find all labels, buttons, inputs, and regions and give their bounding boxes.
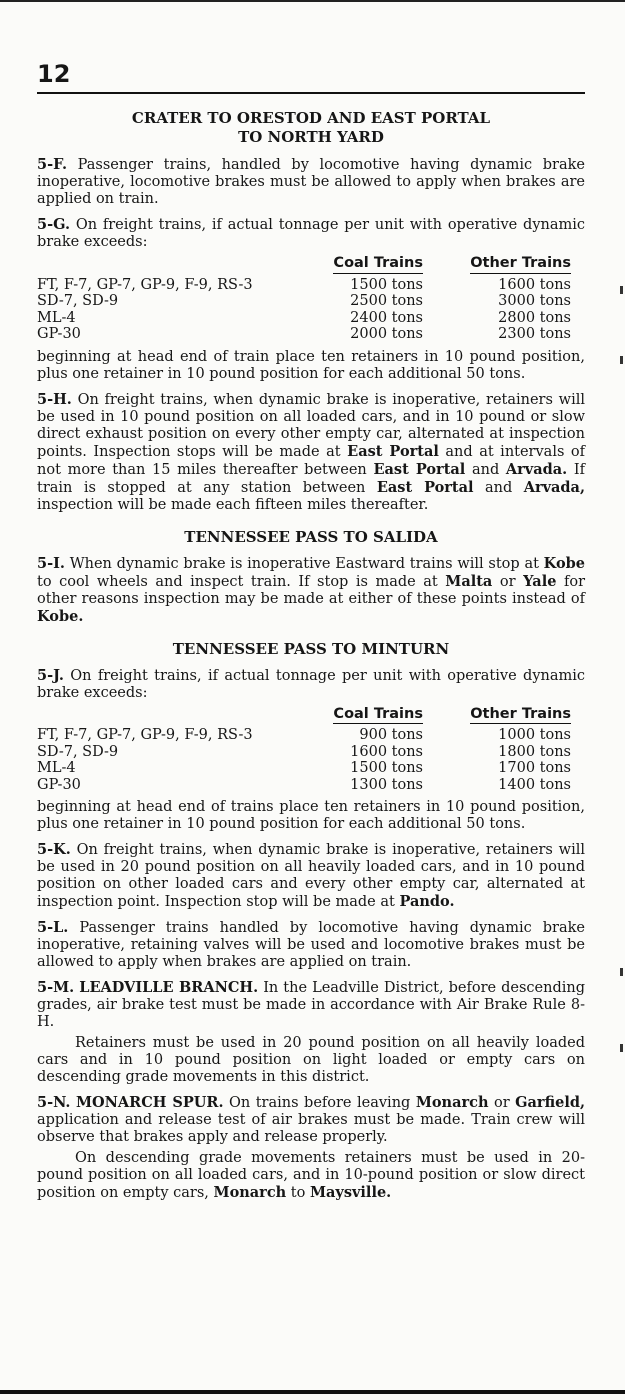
place-name: East Portal <box>376 478 474 496</box>
place-name: Garfield, <box>515 1094 586 1111</box>
rule-id: 5-G. <box>37 216 71 233</box>
cell-loco: GP-30 <box>37 326 81 342</box>
table-row <box>37 326 585 343</box>
rule-5k: 5-K. On freight trains, when dynamic brake is inoperative, retainers will be used in 20 pound position on all heavily loaded cars, and in 10 pound position on other loaded cars and every other empty car, alternated at inspection point. Inspection stop will be made at Pando. <box>37 841 585 910</box>
page-number: 12 <box>37 60 71 88</box>
place-name: Yale <box>523 572 557 590</box>
rule-id: 5-H. <box>37 390 72 408</box>
cell-coal: 2400 tons <box>350 309 423 326</box>
place-name: Kobe. <box>37 607 84 625</box>
column-header-coal: Coal Trains <box>303 255 441 277</box>
rule-id: 5-M. <box>37 979 75 996</box>
cell-other: 1400 tons <box>498 776 571 793</box>
table-body <box>37 727 585 793</box>
rule-id: 5-K. <box>37 841 71 858</box>
table-row <box>37 277 585 294</box>
table-row <box>37 760 585 777</box>
page-content <box>37 109 585 1210</box>
rule-text: Retainers must be used in 20 pound position on all heavily loaded cars and in 10 pound position on light loaded or empty cars on descending grade movements in this district. <box>37 1035 585 1085</box>
rule-id: 5-I. <box>37 554 65 572</box>
margin-mark <box>620 1044 623 1052</box>
rule-5i: 5-I. When dynamic brake is inoperative Eastward trains will stop at Kobe to cool wheels and inspect train. If stop is made at Malta or Yale for other reasons inspection may be made at either of these points instead of Kobe. <box>37 554 585 625</box>
rule-id: 5-N. <box>37 1094 71 1111</box>
cell-other: 2800 tons <box>498 309 571 326</box>
section-heading-line: TO NORTH YARD <box>238 128 384 146</box>
place-name: Arvada. <box>505 460 568 478</box>
bottom-edge-rule <box>0 1390 625 1394</box>
cell-coal: 2500 tons <box>350 293 423 309</box>
tonnage-table-crater <box>37 255 585 343</box>
rule-text: beginning at head end of train place ten retainers in 10 pound position, plus one retainer in 10 pound position for each additional 50 tons. <box>37 348 585 382</box>
cell-loco: GP-30 <box>37 776 81 793</box>
place-name: Monarch <box>213 1184 287 1201</box>
cell-loco: FT, F-7, GP-7, GP-9, F-9, RS-3 <box>37 727 253 743</box>
cell-coal: 1500 tons <box>350 276 423 293</box>
rule-text: In the Leadville District, before descending grades, air brake test must be made in accordance with Air Brake Rule 8-H. <box>37 980 586 1030</box>
margin-mark <box>620 356 623 364</box>
cell-loco: FT, F-7, GP-7, GP-9, F-9, RS-3 <box>37 276 253 293</box>
top-edge-rule <box>0 0 625 2</box>
rule-id: 5-L. <box>37 919 69 936</box>
section-heading: TENNESSEE PASS TO MINTURN <box>172 639 450 658</box>
rule-text: On freight trains, if actual tonnage per unit with operative dynamic brake exceeds: <box>37 667 585 701</box>
rule-5j <box>37 667 585 702</box>
cell-coal: 2000 tons <box>350 326 423 342</box>
section-heading-line: CRATER TO ORESTOD AND EAST PORTAL <box>131 109 491 127</box>
table-body <box>37 277 585 343</box>
cell-other: 1000 tons <box>498 727 571 743</box>
column-header-other: Other Trains <box>441 255 585 277</box>
place-name: Monarch <box>415 1094 489 1111</box>
cell-loco: SD-7, SD-9 <box>37 293 119 309</box>
cell-loco: SD-7, SD-9 <box>37 743 119 760</box>
section-heading <box>37 109 585 147</box>
rule-5f <box>37 156 585 208</box>
rule-5m <box>37 979 585 1031</box>
cell-other: 1800 tons <box>498 743 571 760</box>
section-heading: TENNESSEE PASS TO SALIDA <box>184 527 438 546</box>
rule-5n-paragraph-2: On descending grade movements retainers must be used in 20-pound position on all loaded cars, and in 10-pound position or slow direct position on empty cars, Monarch to Maysville. <box>37 1150 585 1201</box>
rule-title: LEADVILLE BRANCH. <box>79 979 259 996</box>
rule-5n: 5-N. MONARCH SPUR. On trains before leaving Monarch or Garfield, application and release test of air brakes must be made. Train crew will observe that brakes apply and release properly. <box>37 1094 586 1145</box>
rule-title: MONARCH SPUR. <box>75 1094 224 1111</box>
place-name: East Portal <box>347 442 439 460</box>
place-name: East Portal <box>373 460 466 478</box>
column-header-coal: Coal Trains <box>303 706 441 728</box>
column-header-other: Other Trains <box>441 706 585 728</box>
margin-mark <box>620 286 623 294</box>
place-name: Maysville. <box>309 1184 392 1201</box>
table-row <box>37 727 585 744</box>
cell-other: 3000 tons <box>498 293 571 309</box>
cell-loco: ML-4 <box>37 760 76 776</box>
place-name: Arvada, <box>523 478 585 496</box>
rule-id: 5-F. <box>37 156 67 173</box>
rule-text: Passenger trains handled by locomotive having dynamic brake inoperative, retaining valves will be used and locomotive brakes must be allowed to apply when brakes are applied on train. <box>37 920 585 970</box>
table-row <box>37 777 585 794</box>
page-header <box>37 60 585 88</box>
rule-5g <box>37 216 585 251</box>
table-row <box>37 744 585 761</box>
table-row <box>37 310 585 327</box>
tonnage-table-minturn <box>37 706 585 794</box>
rule-5j-continuation <box>37 799 585 833</box>
cell-coal: 1600 tons <box>350 743 423 760</box>
rule-text: beginning at head end of trains place ten retainers in 10 pound position, plus one retainer in 10 pound position for each additional 50 tons. <box>37 799 585 832</box>
table-row <box>37 293 585 310</box>
cell-other: 1700 tons <box>498 760 571 776</box>
rule-5l <box>37 919 585 971</box>
place-name: Malta <box>445 572 493 590</box>
rule-5m-paragraph-2 <box>37 1035 585 1086</box>
cell-other: 1600 tons <box>498 276 571 293</box>
cell-loco: ML-4 <box>37 309 76 326</box>
place-name: Pando. <box>399 893 455 910</box>
cell-other: 2300 tons <box>498 326 571 342</box>
rule-5g-continuation <box>37 349 585 383</box>
margin-mark <box>620 968 623 976</box>
cell-coal: 1500 tons <box>350 760 423 776</box>
place-name: Kobe <box>543 554 585 572</box>
header-rule <box>37 92 585 94</box>
cell-coal: 1300 tons <box>350 776 423 793</box>
rule-id: 5-J. <box>37 666 64 684</box>
rule-text: On freight trains, if actual tonnage per unit with operative dynamic brake exceeds: <box>37 217 585 250</box>
rule-5h: 5-H. On freight trains, when dynamic brake is inoperative, retainers will be used in 10 pound position on all loaded cars, and in 10 pound or slow direct exhaust position on every other empty car, alternated at inspection points. Inspection stops will be made at East Portal and at intervals of not more than 15 miles thereafter between East Portal and Arvada. If train is stopped at any station between East Portal and Arvada, inspection will be made each fifteen miles thereafter. <box>37 390 586 513</box>
rule-text: Passenger trains, handled by locomotive having dynamic brake inoperative, locomotive brakes must be allowed to apply when brakes are applied on train. <box>37 157 585 207</box>
cell-coal: 900 tons <box>359 727 423 743</box>
